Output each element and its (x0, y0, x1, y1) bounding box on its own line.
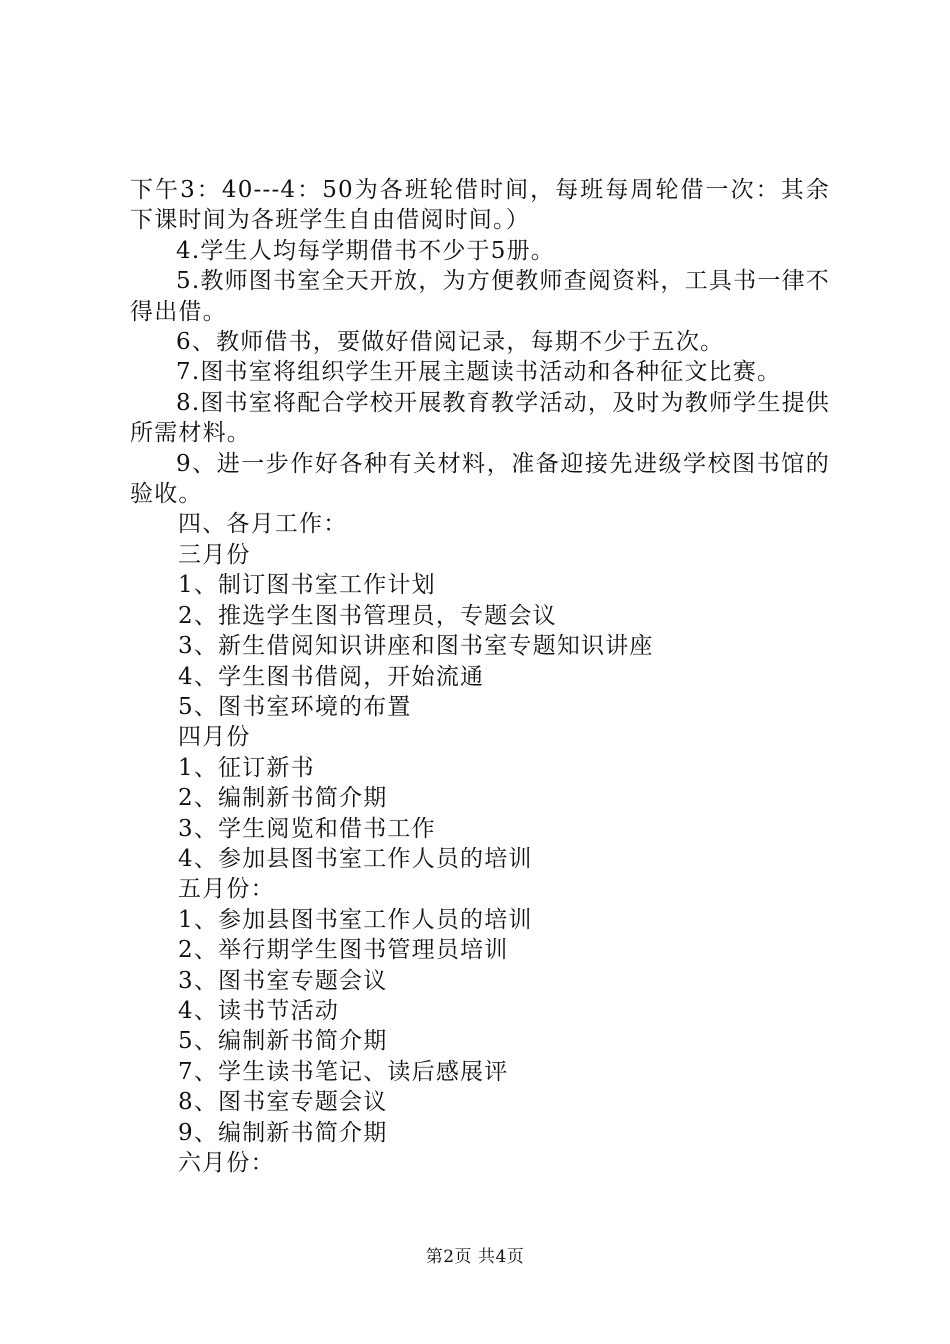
section-heading: 四、各月工作： (178, 511, 348, 538)
paragraph: 7.图书室将组织学生开展主题读书活动和各种征文比赛。 (176, 359, 782, 386)
paragraph: 4.学生人均每学期借书不少于5册。 (176, 237, 555, 264)
paragraph: 8.图书室将配合学校开展教育教学活动，及时为教师学生提供所需材料。 (130, 389, 830, 447)
page-number-footer: 第2页 共4页 (425, 1247, 525, 1267)
paragraph: 6、教师借书，要做好借阅记录，每期不少于五次。 (176, 329, 725, 356)
list-item: 8、图书室专题会议 (178, 1089, 388, 1116)
list-item: 7、学生读书笔记、读后感展评 (178, 1058, 509, 1085)
list-item: 2、推选学生图书管理员，专题会议 (178, 602, 557, 629)
list-item: 2、举行期学生图书管理员培训 (178, 937, 509, 964)
month-heading: 三月份 (178, 541, 251, 568)
list-item: 2、编制新书简介期 (178, 785, 388, 812)
list-item: 9、编制新书简介期 (178, 1119, 388, 1146)
list-item: 5、编制新书简介期 (178, 1028, 388, 1055)
list-item: 1、征订新书 (178, 754, 315, 781)
paragraph: 9、进一步作好各种有关材料，准备迎接先进级学校图书馆的验收。 (130, 450, 830, 508)
month-heading: 五月份： (178, 876, 275, 903)
list-item: 4、学生图书借阅，开始流通 (178, 663, 485, 690)
paragraph: 5.教师图书室全天开放，为方便教师查阅资料，工具书一律不得出借。 (130, 268, 830, 325)
list-item: 3、学生阅览和借书工作 (178, 815, 436, 842)
month-heading: 四月份 (178, 724, 251, 751)
list-item: 1、参加县图书室工作人员的培训 (178, 906, 533, 933)
list-item: 3、新生借阅知识讲座和图书室专题知识讲座 (178, 633, 654, 660)
list-item: 3、图书室专题会议 (178, 967, 388, 994)
paragraph: 下午3：40---4：50为各班轮借时间，每班每周轮借一次：其余下课时间为各班学生自由借阅时间。） (130, 177, 830, 234)
list-item: 1、制订图书室工作计划 (178, 572, 436, 599)
month-heading: 六月份： (178, 1150, 275, 1176)
list-item: 5、图书室环境的布置 (178, 693, 412, 720)
list-item: 4、读书节活动 (178, 997, 340, 1024)
list-item: 4、参加县图书室工作人员的培训 (178, 845, 533, 872)
document-body (130, 175, 830, 1178)
